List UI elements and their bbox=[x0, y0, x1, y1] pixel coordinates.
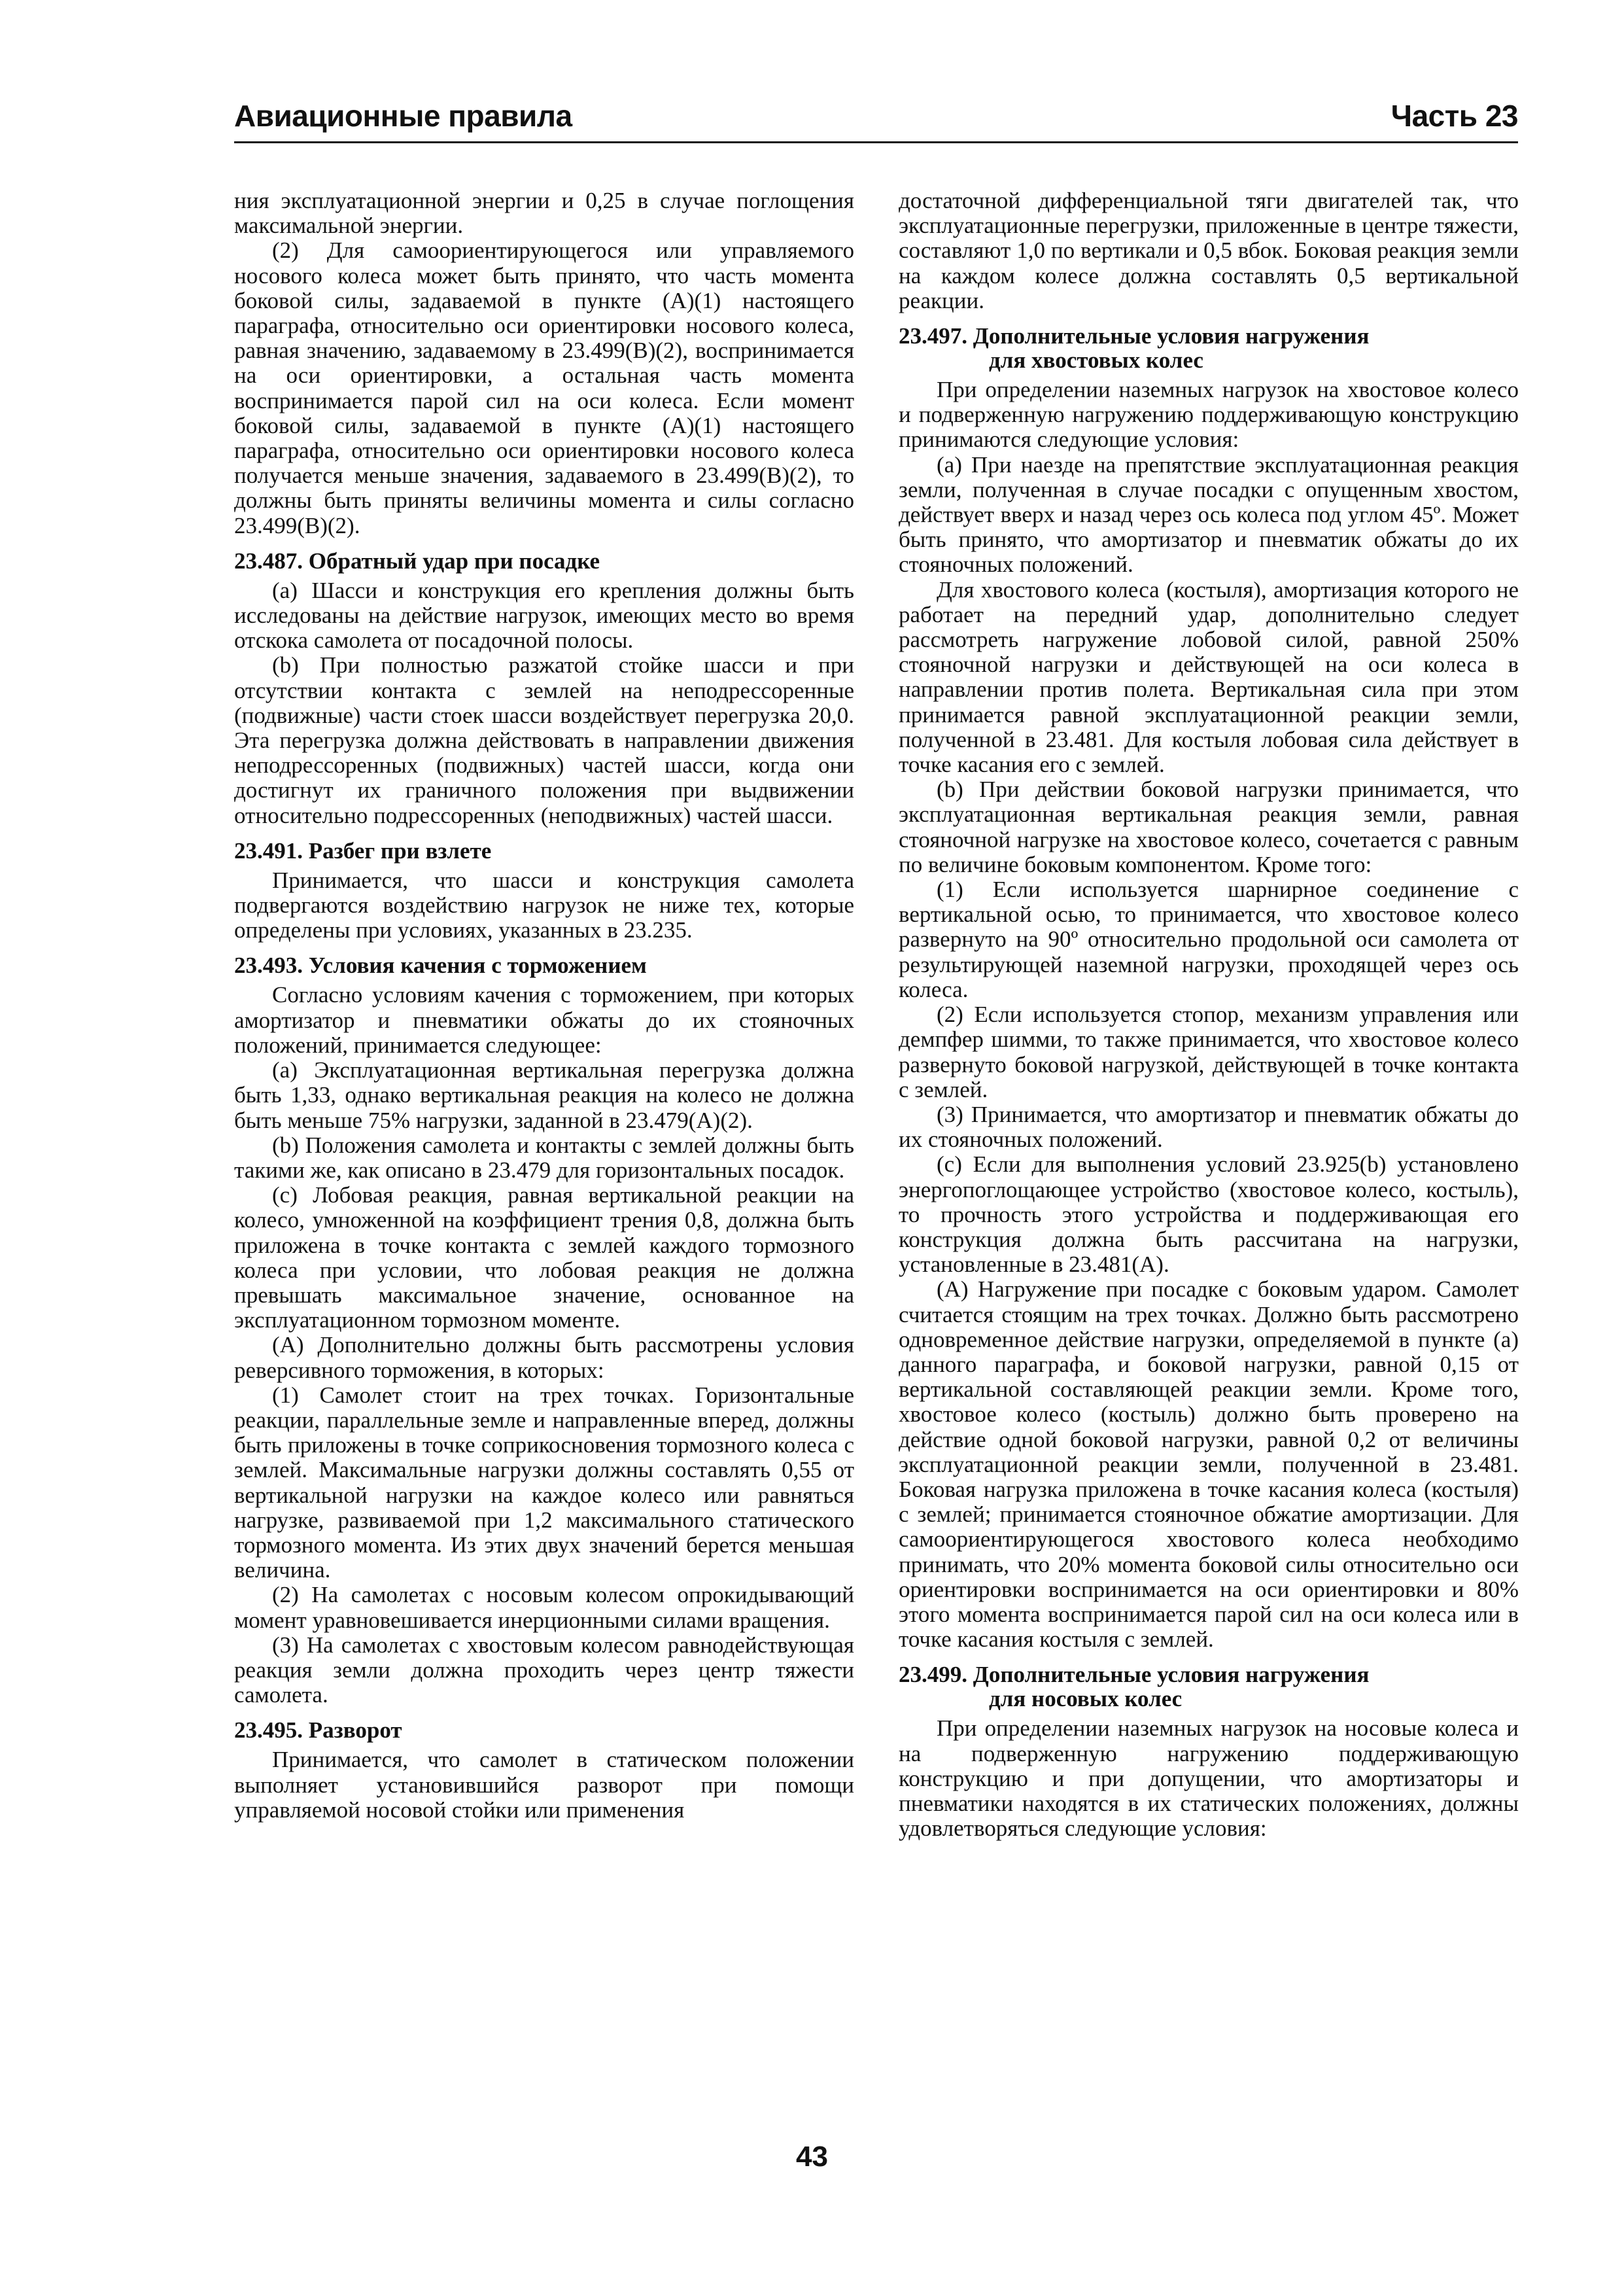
paragraph: Принимается, что шасси и конструкция самолета подвергаются воздействию нагрузок не ниже тех, которые определены при условиях, указанных в 23.235. bbox=[234, 867, 854, 943]
paragraph: (2) Если используется стопор, механизм управления или демпфер шимми, то также принимается, что хвостовое колесо развернуто боковой нагрузкой, действующей в точке контакта с землей. bbox=[899, 1002, 1519, 1102]
section-heading-line-2: для хвостовых колес bbox=[989, 347, 1203, 374]
section-heading-23-491: 23.491. Разбег при взлете bbox=[234, 837, 492, 864]
section-heading-23-487: 23.487. Обратный удар при посадке bbox=[234, 548, 600, 574]
paragraph: (b) При действии боковой нагрузки принимается, что эксплуатационная вертикальная реакция земли, равная стояночной нагрузке на хвостовое колесо, сочетается с равным по величине боковым компонентом. Кроме того: bbox=[899, 777, 1519, 877]
running-header-part: Часть 23 bbox=[1391, 99, 1518, 133]
paragraph: Для хвостового колеса (костыля), амортизация которого не работает на передний удар, дополнительно следует рассмотреть нагружение лобовой силой, равной 250% стояночной нагрузки и действующей на оси колеса в направлении против полета. Вертикальная сила при этом принимается равной эксплуатационной реакции земли, полученной в 23.481. Для костыля лобовая сила действует в точке касания его с землей. bbox=[899, 576, 1519, 778]
paragraph: (2) На самолетах с носовым колесом опрокидывающий момент уравновешивается инерционными силами вращения. bbox=[234, 1582, 854, 1633]
paragraph: При определении наземных нагрузок на носовые колеса и на подверженную нагружению поддерживающую конструкцию и при допущении, что амортизаторы и пневматики находятся в их статических положениях, должны удовлетворяться следующие условия: bbox=[899, 1715, 1519, 1842]
paragraph: (а) Эксплуатационная вертикальная перегрузка должна быть 1,33, однако вертикальная реакция на колесо не должна быть меньше 75% нагрузки, заданной в 23.479(A)(2). bbox=[234, 1057, 854, 1133]
paragraph: (1) Если используется шарнирное соединение с вертикальной осью, то принимается, что хвостовое колесо развернуто на 90º относительно продольной оси самолета от результирующей наземной нагрузки, проходящей через ось колеса. bbox=[899, 877, 1519, 1002]
paragraph: (с) Если для выполнения условий 23.925(b) установлено энергопоглощающее устройство (хвостовое колесо, костыль), то прочность этого устройства и поддерживающая его конструкция должна быть рассчитана на нагрузки, установленные в 23.481(А). bbox=[899, 1151, 1519, 1278]
paragraph: (b) Положения самолета и контакты с землей должны быть такими же, как описано в 23.479 для горизонтальных посадок. bbox=[234, 1132, 854, 1183]
paragraph: Согласно условиям качения с торможением, при которых амортизатор и пневматики обжаты до их стояночных положений, принимается следующее: bbox=[234, 982, 854, 1058]
right-column bbox=[899, 188, 1519, 1841]
paragraph: (а) Шасси и конструкция его крепления должны быть исследованы на действие нагрузок, имеющих место во время отскока самолета от посадочной полосы. bbox=[234, 577, 854, 654]
section-heading-line-1: 23.499. Дополнительные условия нагружения bbox=[899, 1662, 1370, 1688]
paragraph: (b) При полностью разжатой стойке шасси и при отсутствии контакта с землей на неподрессоренные (подвижные) части стоек шасси воздействует перегрузка 20,0. Эта перегрузка должна действовать в направлении движения неподрессоренных (подвижных) частей шасси, когда они достигнут их граничного положения при выдвижении относительно подрессоренных (неподвижных) частей шасси. bbox=[234, 652, 854, 828]
paragraph: (с) Лобовая реакция, равная вертикальной реакции на колесо, умноженной на коэффициент трения 0,8, должна быть приложена в точке контакта с землей каждого тормозного колеса при условии, что лобовая реакция не должна превышать максимальное значение, основанное на эксплуатационном тормозном моменте. bbox=[234, 1182, 854, 1333]
paragraph-continued: достаточной дифференциальной тяги двигателей так, что эксплуатационные перегрузки, приложенные в центре тяжести, составляют 1,0 по вертикали и 0,5 вбок. Боковая реакция земли на каждом колесе должна составлять 0,5 вертикальной реакции. bbox=[899, 188, 1519, 313]
paragraph: (1) Самолет стоит на трех точках. Горизонтальные реакции, параллельные земле и направленные вперед, должны быть приложены в точке соприкосновения тормозного колеса с землей. Максимальные нагрузки должны составлять 0,55 от вертикальной нагрузки на каждое колесо или равняться нагрузке, развиваемой при 1,2 максимального статического тормозного момента. Из этих двух значений берется меньшая величина. bbox=[234, 1382, 854, 1583]
paragraph: (3) Принимается, что амортизатор и пневматик обжаты до их стояночных положений. bbox=[899, 1101, 1519, 1153]
paragraph: (А) Дополнительно должны быть рассмотрены условия реверсивного торможения, в которых: bbox=[234, 1332, 854, 1383]
paragraph: (а) При наезде на препятствие эксплуатационная реакция земли, полученная в случае посадки с опущенным хвостом, действует вверх и назад через ось колеса под углом 45º. Может быть принято, что амортизатор и пневматик обжаты до их стояночных положений. bbox=[899, 451, 1519, 578]
paragraph: Принимается, что самолет в статическом положении выполняет установившийся разворот при помощи управляемой носовой стойки или применения bbox=[234, 1747, 854, 1823]
page-number: 43 bbox=[796, 2141, 828, 2173]
left-column bbox=[234, 188, 854, 1823]
section-heading-23-493: 23.493. Условия качения с торможением bbox=[234, 953, 647, 979]
paragraph: (А) Нагружение при посадке с боковым ударом. Самолет считается стоящим на трех точках. Должно быть рассмотрено одновременное действие нагрузки, определяемой в пункте (а) данного параграфа, и боковой нагрузки, равной 0,15 от вертикальной составляющей реакции земли. Кроме того, хвостовое колесо (костыль) должно быть проверено на действие одной боковой нагрузки, равной 0,2 от величины эксплуатационной реакции земли, полученной в 23.481. Боковая нагрузка приложена в точке касания колеса (костыля) с землей; принимается стояночное обжатие амортизации. Для самоориентирующегося хвостового колеса необходимо принимать, что 20% момента боковой силы относительно оси ориентировки воспринимается на оси ориентировки и 80% этого момента воспринимается парой сил на оси колеса или в точке касания костыля с землей. bbox=[899, 1276, 1519, 1653]
running-header-title: Авиационные правила bbox=[234, 99, 572, 133]
section-heading-line-1: 23.497. Дополнительные условия нагружения bbox=[899, 323, 1370, 349]
paragraph: При определении наземных нагрузок на хвостовое колесо и подверженную нагружению поддерживающую конструкцию принимаются следующие условия: bbox=[899, 377, 1519, 453]
paragraph: (3) На самолетах с хвостовым колесом равнодействующая реакция земли должна проходить через центр тяжести самолета. bbox=[234, 1632, 854, 1708]
header-rule bbox=[234, 141, 1518, 143]
section-heading-23-499 bbox=[899, 1662, 1519, 1711]
paragraph: (2) Для самоориентирующегося или управляемого носового колеса может быть принято, что часть момента боковой силы, задаваемой в пункте (А)(1) настоящего параграфа, относительно оси ориентировки носового колеса, равная значению, задаваемому в 23.499(B)(2), воспринимается на оси ориентировки, а остальная часть момента воспринимается парой сил на оси колеса. Если момент боковой силы, задаваемой в пункте (А)(1) настоящего параграфа, относительно оси ориентировки носового колеса получается меньше значения, задаваемого в 23.499(B)(2), то должны быть приняты величины момента и силы согласно 23.499(B)(2). bbox=[234, 237, 854, 538]
paragraph-continued: ния эксплуатационной энергии и 0,25 в случае поглощения максимальной энергии. bbox=[234, 188, 854, 239]
section-heading-23-495: 23.495. Разворот bbox=[234, 1717, 402, 1743]
section-heading-line-2: для носовых колес bbox=[989, 1686, 1183, 1712]
section-heading-23-497 bbox=[899, 324, 1519, 372]
